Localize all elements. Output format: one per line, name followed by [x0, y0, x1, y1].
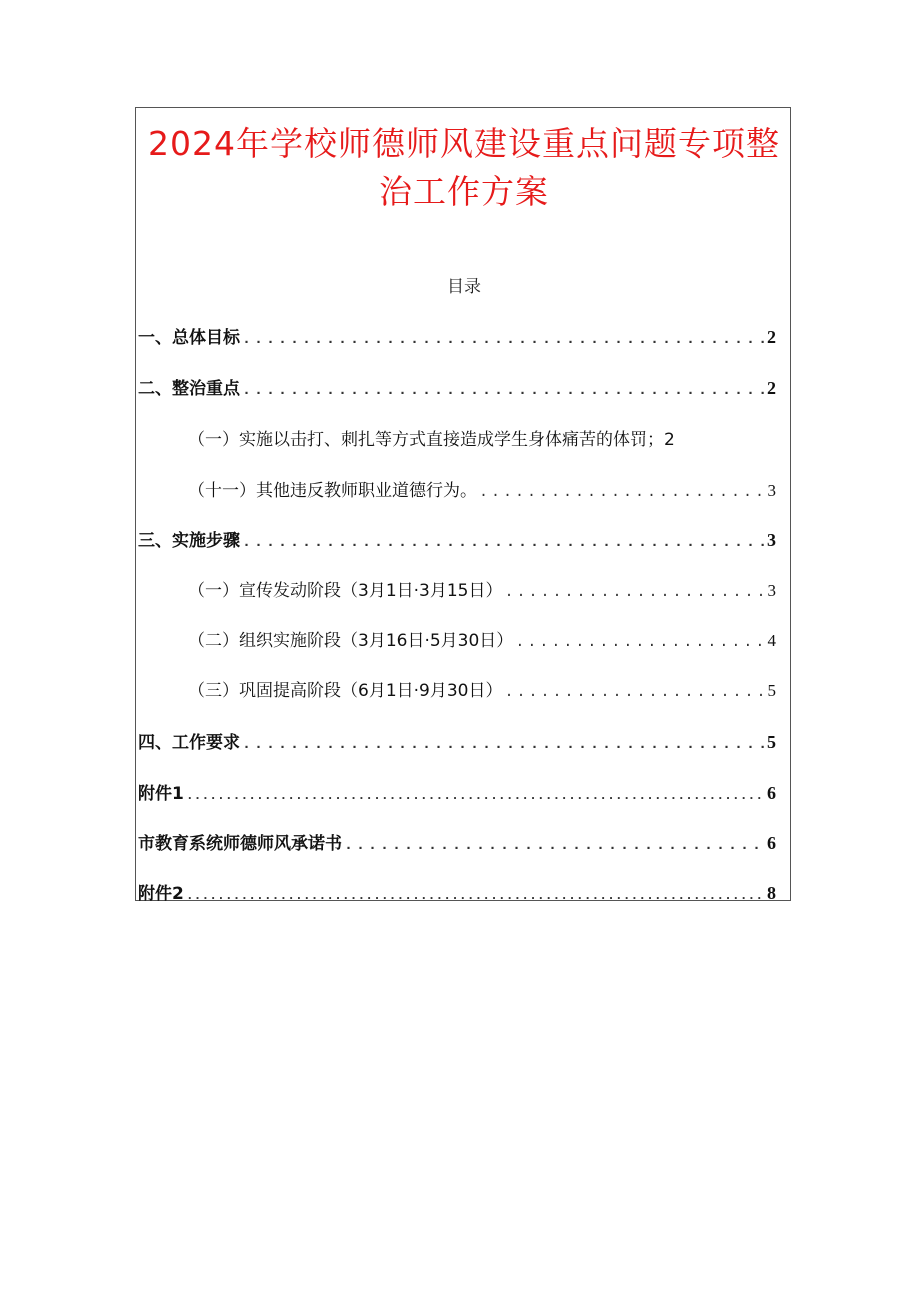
toc-entry-text: 一、总体目标 — [138, 328, 240, 348]
toc-leader-dots — [186, 888, 765, 903]
toc-page-number: 6 — [767, 833, 776, 853]
toc-page-number: 4 — [767, 631, 776, 650]
toc-leader-dots — [242, 331, 765, 348]
toc-leader-dots — [504, 584, 765, 601]
toc-page-number: 8 — [767, 883, 776, 903]
toc-entry-text: （十一）其他违反教师职业道德行为。 — [188, 481, 477, 501]
toc-entry-corporal-punishment[interactable] — [188, 425, 776, 450]
toc-entry-attachment-1[interactable] — [138, 779, 776, 804]
toc-page-number: 6 — [767, 783, 776, 803]
toc-entry-overall-goals[interactable] — [138, 323, 776, 348]
toc-leader-dots — [479, 484, 766, 501]
toc-heading: 目录 — [447, 277, 481, 297]
toc-page-number: 2 — [767, 378, 776, 398]
toc-page-number: 5 — [767, 681, 776, 700]
toc-leader-dots — [504, 684, 765, 701]
toc-entry-implementation-stage[interactable] — [188, 626, 776, 651]
toc-leader-dots — [515, 634, 765, 651]
toc-entry-text: （三）巩固提高阶段（6月1日·9月30日） — [188, 681, 503, 701]
toc-leader-dots — [242, 534, 765, 551]
toc-entry-other-violations[interactable] — [188, 476, 776, 501]
toc-entry-text: （二）组织实施阶段（3月16日·5月30日） — [188, 631, 514, 651]
toc-entry-pledge-letter[interactable] — [138, 829, 776, 854]
toc-leader-dots — [186, 788, 765, 803]
toc-entry-publicity-stage[interactable] — [188, 576, 776, 601]
toc-leader-dots — [344, 837, 765, 854]
toc-entry-text: 附件1 — [138, 784, 184, 804]
toc-entry-text: 三、实施步骤 — [138, 531, 240, 551]
toc-entry-text: 四、工作要求 — [138, 733, 240, 753]
toc-entry-text: （一）实施以击打、刺扎等方式直接造成学生身体痛苦的体罚；2 — [188, 430, 675, 450]
document-title: 2024年学校师德师风建设重点问题专项整治工作方案 — [148, 124, 780, 211]
toc-leader-dots — [242, 382, 765, 399]
toc-page-number: 3 — [767, 481, 776, 500]
document-page — [135, 107, 791, 904]
toc-entry-text: 附件2 — [138, 884, 184, 904]
toc-entry-attachment-2[interactable] — [138, 879, 776, 904]
toc-page-number: 3 — [767, 581, 776, 600]
toc-entry-consolidation-stage[interactable] — [188, 676, 776, 701]
toc-entry-work-requirements[interactable] — [138, 728, 776, 753]
toc-entry-text: （一）宣传发动阶段（3月1日·3月15日） — [188, 581, 503, 601]
toc-entry-key-issues[interactable] — [138, 374, 776, 399]
toc-page-number: 2 — [767, 327, 776, 347]
toc-entry-text: 市教育系统师德师风承诺书 — [138, 834, 342, 854]
toc-entry-text: 二、整治重点 — [138, 379, 240, 399]
toc-entry-implementation-steps[interactable] — [138, 526, 776, 551]
toc-page-number: 5 — [767, 732, 776, 752]
toc-page-number: 3 — [767, 530, 776, 550]
toc-leader-dots — [242, 736, 765, 753]
